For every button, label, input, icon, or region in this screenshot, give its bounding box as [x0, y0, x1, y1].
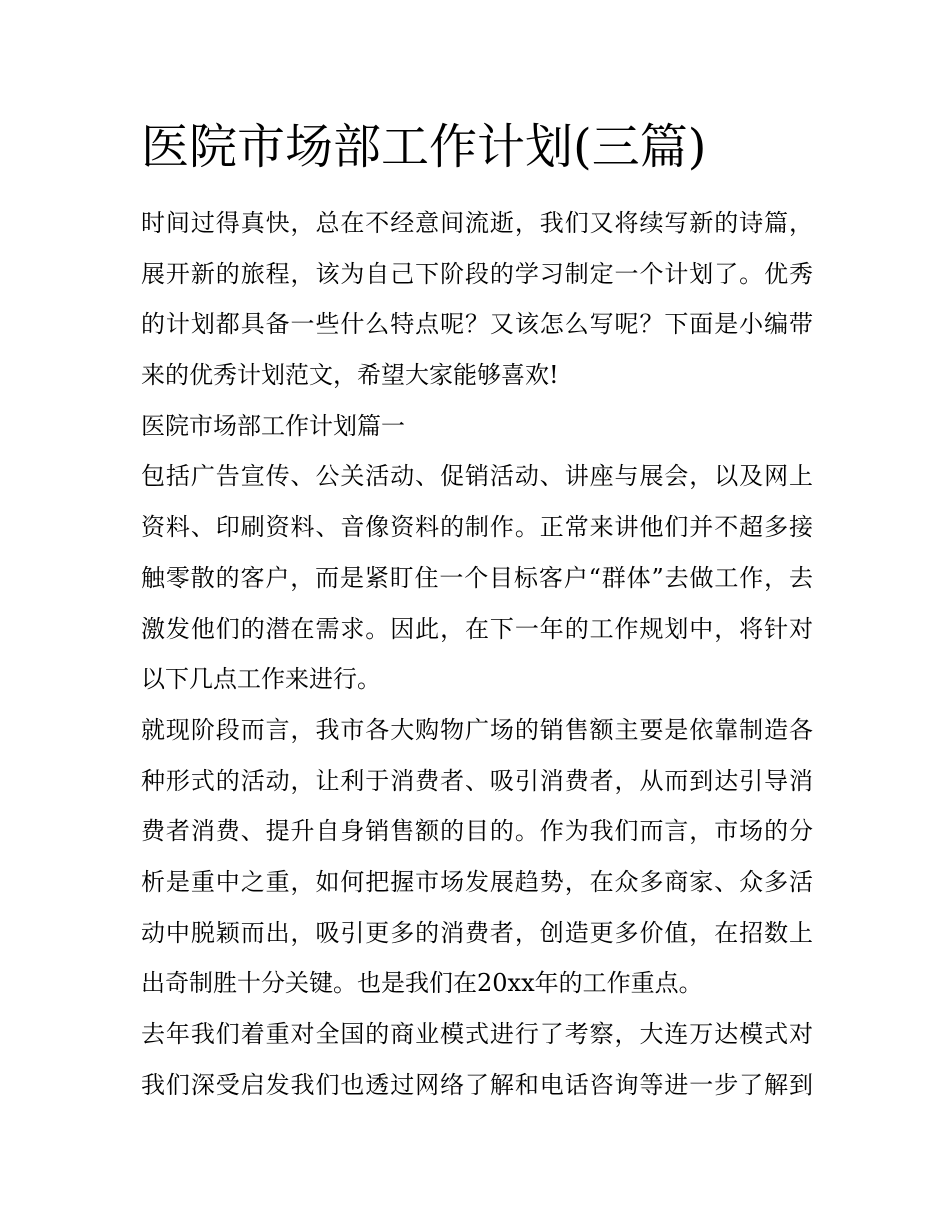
paragraph-line: 析是重中之重，如何把握市场发展趋势，在众多商家、众多活	[141, 867, 813, 896]
paragraph-line: 来的优秀计划范文，希望大家能够喜欢!	[141, 361, 559, 390]
section-heading: 医院市场部工作计划篇一	[141, 411, 405, 440]
paragraph-line: 动中脱颖而出，吸引更多的消费者，创造更多价值，在招数上	[141, 918, 813, 947]
paragraph-line: 激发他们的潜在需求。因此，在下一年的工作规划中，将针对	[141, 614, 813, 643]
paragraph-line: 种形式的活动，让利于消费者、吸引消费者，从而到达引导消	[141, 766, 813, 795]
paragraph-line: 我们深受启发我们也透过网络了解和电话咨询等进一步了解到	[141, 1070, 813, 1099]
paragraph-line: 就现阶段而言，我市各大购物广场的销售额主要是依靠制造各	[141, 715, 813, 744]
paragraph-line: 出奇制胜十分关键。也是我们在20xx年的工作重点。	[141, 969, 703, 998]
paragraph-line: 触零散的客户，而是紧盯住一个目标客户“群体”去做工作，去	[141, 563, 813, 592]
document-body	[141, 198, 813, 1110]
paragraph-line: 以下几点工作来进行。	[141, 665, 381, 694]
paragraph-line: 费者消费、提升自身销售额的目的。作为我们而言，市场的分	[141, 817, 813, 846]
paragraph-line: 去年我们着重对全国的商业模式进行了考察，大连万达模式对	[141, 1020, 813, 1048]
document-title: 医院市场部工作计划(三篇)	[141, 119, 707, 175]
paragraph-line: 包括广告宣传、公关活动、促销活动、讲座与展会，以及网上	[141, 462, 813, 491]
paragraph-line: 时间过得真快，总在不经意间流逝，我们又将续写新的诗篇，	[141, 209, 813, 237]
paragraph-line: 资料、印刷资料、音像资料的制作。正常来讲他们并不超多接	[141, 513, 813, 542]
paragraph-line: 展开新的旅程，该为自己下阶段的学习制定一个计划了。优秀	[141, 259, 813, 288]
paragraph-line: 的计划都具备一些什么特点呢？又该怎么写呢？下面是小编带	[141, 310, 813, 339]
